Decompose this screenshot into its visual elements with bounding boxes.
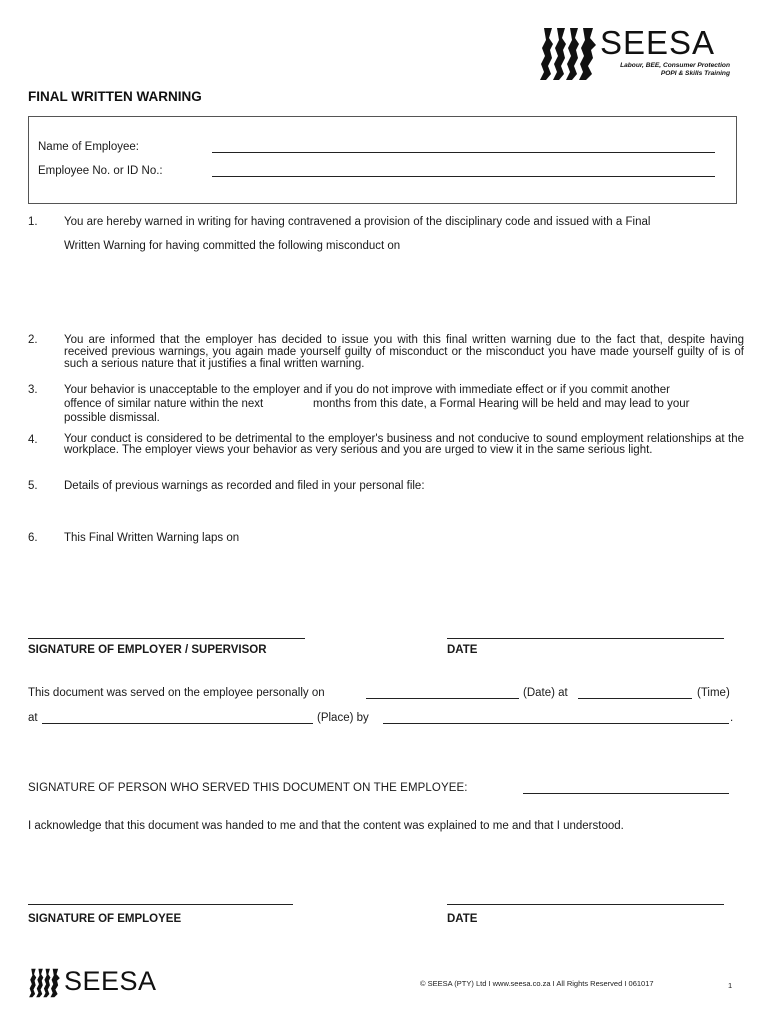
seesa-logo-footer (28, 966, 178, 1002)
employee-id-line[interactable] (212, 176, 715, 177)
served-person-label: SIGNATURE OF PERSON WHO SERVED THIS DOCUMENT ON THE EMPLOYEE: (28, 782, 468, 794)
employee-signature-label: SIGNATURE OF EMPLOYEE (28, 913, 182, 925)
served-at-label: at (28, 712, 38, 724)
employee-date-line[interactable] (447, 904, 724, 905)
employer-date-label: DATE (447, 644, 478, 656)
logo-tagline-2: POPI & Skills Training (660, 70, 730, 77)
served-by-line[interactable] (383, 723, 729, 724)
item-number: 4. (28, 434, 38, 446)
item-1-text-line-2: Written Warning for having committed the following misconduct on (64, 240, 401, 252)
served-place-line[interactable] (42, 723, 313, 724)
item-number: 2. (28, 334, 38, 346)
item-5-text: Details of previous warnings as recorded and filed in your personal file: (64, 480, 425, 492)
item-2-text: You are informed that the employer has decided to issue you with this final written warning due to the fact that, despite having received previous warnings, you again made yourself guilty of misconduct or the misconduct you have made yourself guilty of is of such a serious nature that it justifies a final written warning. (64, 334, 744, 370)
item-number: 6. (28, 532, 38, 544)
logo-wordmark: SEESA (600, 24, 716, 61)
item-6-text: This Final Written Warning laps on (64, 532, 240, 544)
served-text: This document was served on the employee personally on (28, 687, 325, 699)
employer-date-line[interactable] (447, 638, 724, 639)
document-title: FINAL WRITTEN WARNING (28, 89, 202, 104)
logo-tagline-1: Labour, BEE, Consumer Protection (620, 62, 730, 69)
acknowledgement-text: I acknowledge that this document was handed to me and that the content was explained to me and that I understood. (28, 820, 624, 832)
served-time-label: (Time) (697, 687, 730, 699)
served-time-line[interactable] (578, 698, 692, 699)
page-number: 1 (728, 981, 733, 990)
employee-name-line[interactable] (212, 152, 715, 153)
served-person-signature-line[interactable] (523, 793, 729, 794)
served-by-period: . (730, 712, 734, 724)
footer-copyright: © SEESA (PTY) Ltd I www.seesa.co.za I All Rights Reserved I 061017 (420, 979, 654, 988)
item-number: 1. (28, 216, 38, 228)
seesa-logo-header (538, 26, 738, 82)
served-place-label: (Place) by (317, 712, 369, 724)
served-date-label: (Date) at (523, 687, 568, 699)
item-3-text-line-2a: offence of similar nature within the next (64, 398, 264, 410)
served-date-line[interactable] (366, 698, 519, 699)
employee-name-label: Name of Employee: (38, 141, 139, 153)
item-4-text: Your conduct is considered to be detrimental to the employer's business and not conducive to sound employment relationships at the workplace. The employer views your behavior as very serious and you are urged to view it in the same serious light. (64, 433, 744, 456)
faces-logo-icon (538, 26, 600, 82)
item-number: 3. (28, 384, 38, 396)
employee-date-label: DATE (447, 913, 478, 925)
faces-logo-icon (28, 966, 62, 1000)
item-number: 5. (28, 480, 38, 492)
employee-id-label: Employee No. or ID No.: (38, 165, 163, 177)
item-3-text-line-3: possible dismissal. (64, 412, 160, 424)
footer-logo-wordmark: SEESA (64, 966, 157, 996)
item-1-text-line-1: You are hereby warned in writing for having contravened a provision of the disciplinary code and issued with a Final (64, 216, 651, 228)
item-3-text-line-1: Your behavior is unacceptable to the employer and if you do not improve with immediate effect or if you commit another (64, 384, 670, 396)
employer-signature-line[interactable] (28, 638, 305, 639)
item-3-text-line-2b: months from this date, a Formal Hearing will be held and may lead to your (313, 398, 690, 410)
employee-signature-line[interactable] (28, 904, 293, 905)
employer-signature-label: SIGNATURE OF EMPLOYER / SUPERVISOR (28, 644, 267, 656)
employee-details-box (28, 116, 737, 204)
